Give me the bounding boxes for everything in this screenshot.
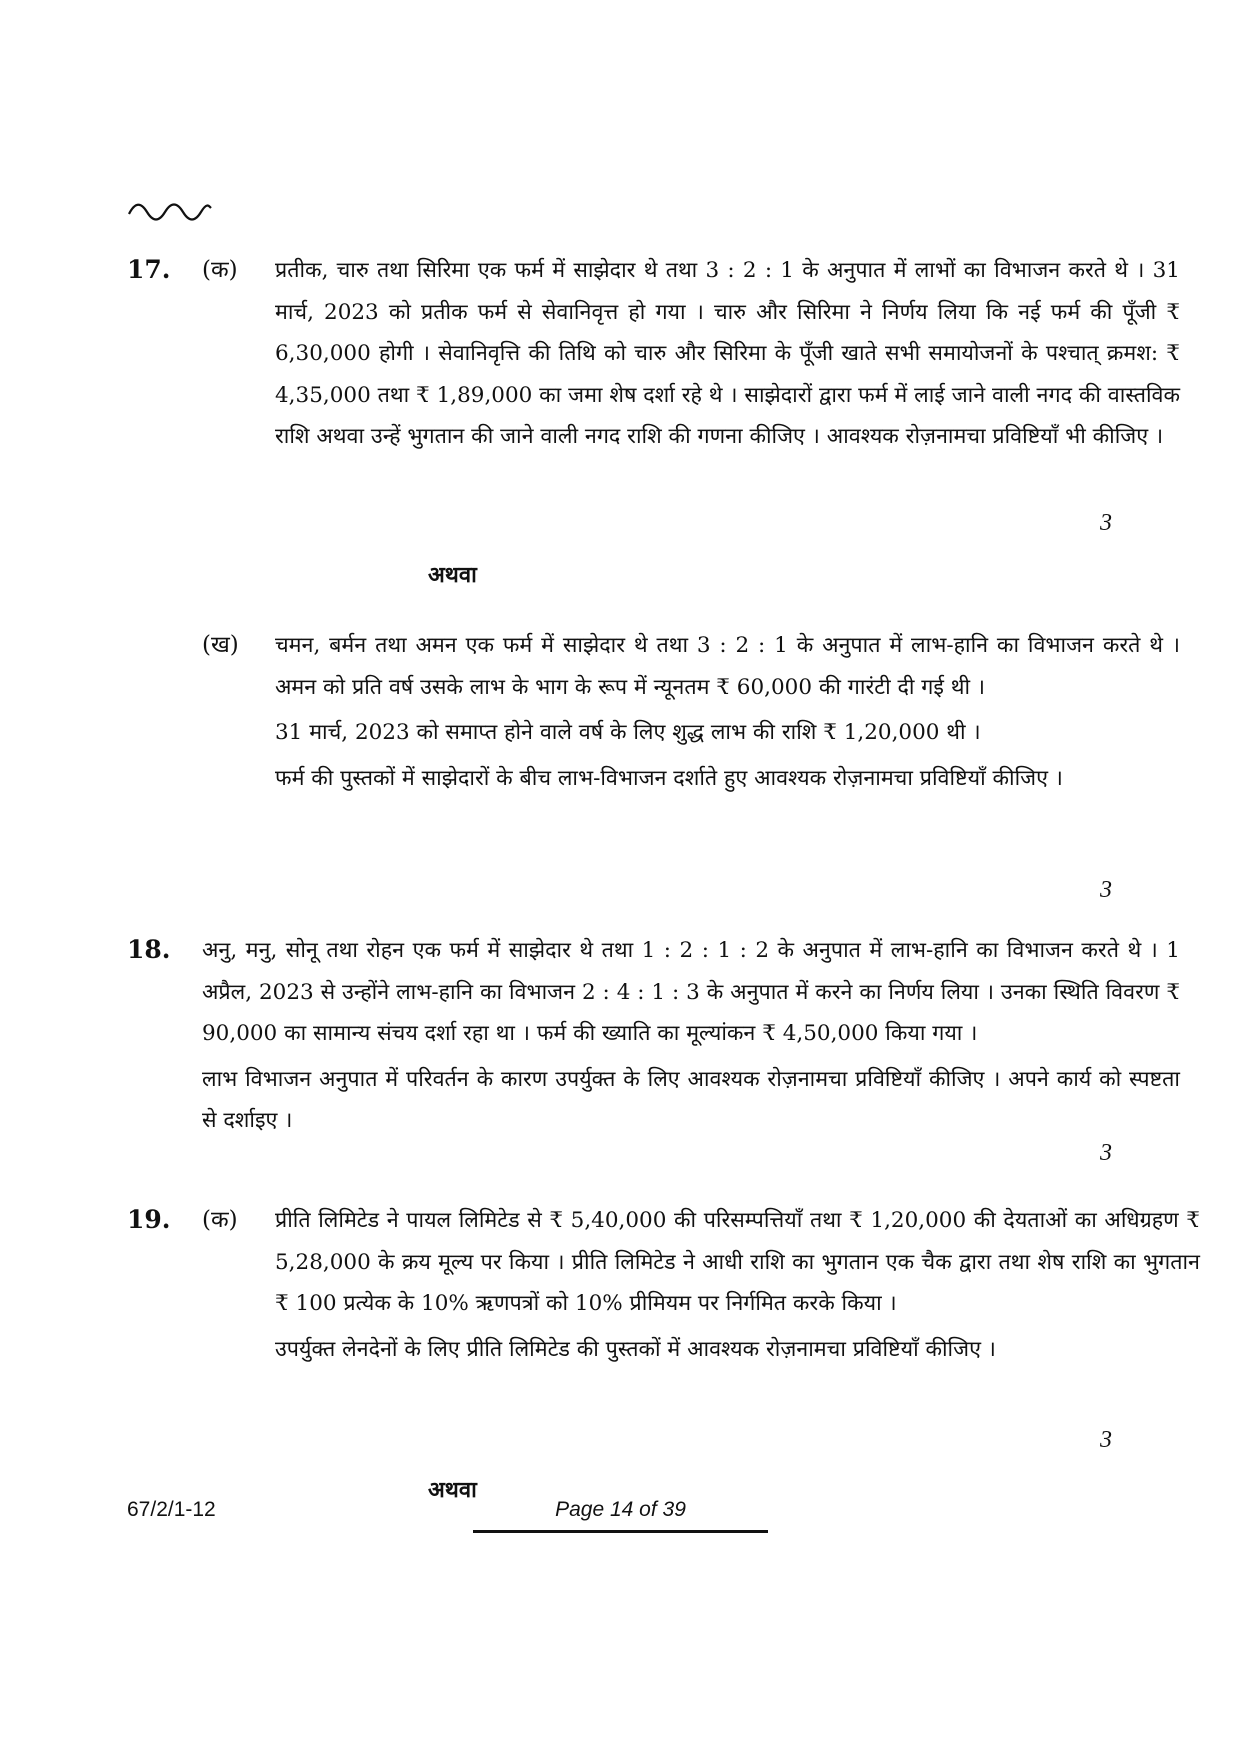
marks: 3 xyxy=(1100,1427,1112,1453)
sub-label-a: (क) xyxy=(202,257,238,283)
question-number: 19. xyxy=(127,1205,171,1234)
question-text: प्रीति लिमिटेड ने पायल लिमिटेड से ₹ 5,40,000 की परिसम्पत्तियाँ तथा ₹ 1,20,000 की देयताओं का अधिग्रहण ₹ 5,28,000 के क्रय मूल्य पर किया । प्रीति लिमिटेड ने आधी राशि का भुगतान एक चैक द्वारा तथा शेष राशि का भुगतान ₹ 100 प्रत्येक के 10% ऋणपत्रों को 10% प्रीमियम पर निर्गमित करके किया । उपर्युक्त लेनदेनों के लिए प्रीति लिमिटेड की पुस्तकों में आवश्यक रोज़नामचा प्रविष्टियाँ कीजिए । xyxy=(275,1208,1200,1362)
marks: 3 xyxy=(1100,877,1112,903)
sub-label-b: (ख) xyxy=(202,632,239,658)
marks: 3 xyxy=(1100,1140,1112,1166)
question-number: 18. xyxy=(127,935,171,964)
paper-code: 67/2/1-12 xyxy=(127,1498,216,1521)
page-number: Page 14 of 39 xyxy=(555,1498,686,1521)
or-divider: अथवा xyxy=(428,562,477,588)
question-text: प्रतीक, चारु तथा सिरिमा एक फर्म में साझेदार थे तथा 3 : 2 : 1 के अनुपात में लाभों का विभाजन करते थे । 31 मार्च, 2023 को प्रतीक फर्म से सेवानिवृत्त हो गया । चारु और सिरिमा ने निर्णय लिया कि नई फर्म की पूँजी ₹ 6,30,000 होगी । सेवानिवृत्ति की तिथि को चारु और सिरिमा के पूँजी खाते सभी समायोजनों के पश्चात् क्रमश: ₹ 4,35,000 तथा ₹ 1,89,000 का जमा शेष दर्शा रहे थे । साझेदारों द्वारा फर्म में लाई जाने वाली नगद की वास्तविक राशि अथवा उन्हें भुगतान की जाने वाली नगद राशि की गणना कीजिए । आवश्यक रोज़नामचा प्रविष्टियाँ भी कीजिए । xyxy=(275,258,1180,449)
wave-mark-icon xyxy=(127,198,213,224)
marks: 3 xyxy=(1100,510,1112,536)
footer-rule xyxy=(473,1530,768,1533)
sub-label-a: (क) xyxy=(202,1207,238,1233)
question-number: 17. xyxy=(127,255,171,284)
or-divider: अथवा xyxy=(428,1477,477,1503)
question-text: चमन, बर्मन तथा अमन एक फर्म में साझेदार थे तथा 3 : 2 : 1 के अनुपात में लाभ-हानि का विभाजन करते थे । अमन को प्रति वर्ष उसके लाभ के भाग के रूप में न्यूनतम ₹ 60,000 की गारंटी दी गई थी । 31 मार्च, 2023 को समाप्त होने वाले वर्ष के लिए शुद्ध लाभ की राशि ₹ 1,20,000 थी । फर्म की पुस्तकों में साझेदारों के बीच लाभ-विभाजन दर्शाते हुए आवश्यक रोज़नामचा प्रविष्टियाँ कीजिए । xyxy=(275,633,1180,791)
question-text: अनु, मनु, सोनू तथा रोहन एक फर्म में साझेदार थे तथा 1 : 2 : 1 : 2 के अनुपात में लाभ-हानि का विभाजन करते थे । 1 अप्रैल, 2023 से उन्होंने लाभ-हानि का विभाजन 2 : 4 : 1 : 3 के अनुपात में करने का निर्णय लिया । उनका स्थिति विवरण ₹ 90,000 का सामान्य संचय दर्शा रहा था । फर्म की ख्याति का मूल्यांकन ₹ 4,50,000 किया गया । लाभ विभाजन अनुपात में परिवर्तन के कारण उपर्युक्त के लिए आवश्यक रोज़नामचा प्रविष्टियाँ कीजिए । अपने कार्य को स्पष्टता से दर्शाइए । xyxy=(202,938,1180,1133)
